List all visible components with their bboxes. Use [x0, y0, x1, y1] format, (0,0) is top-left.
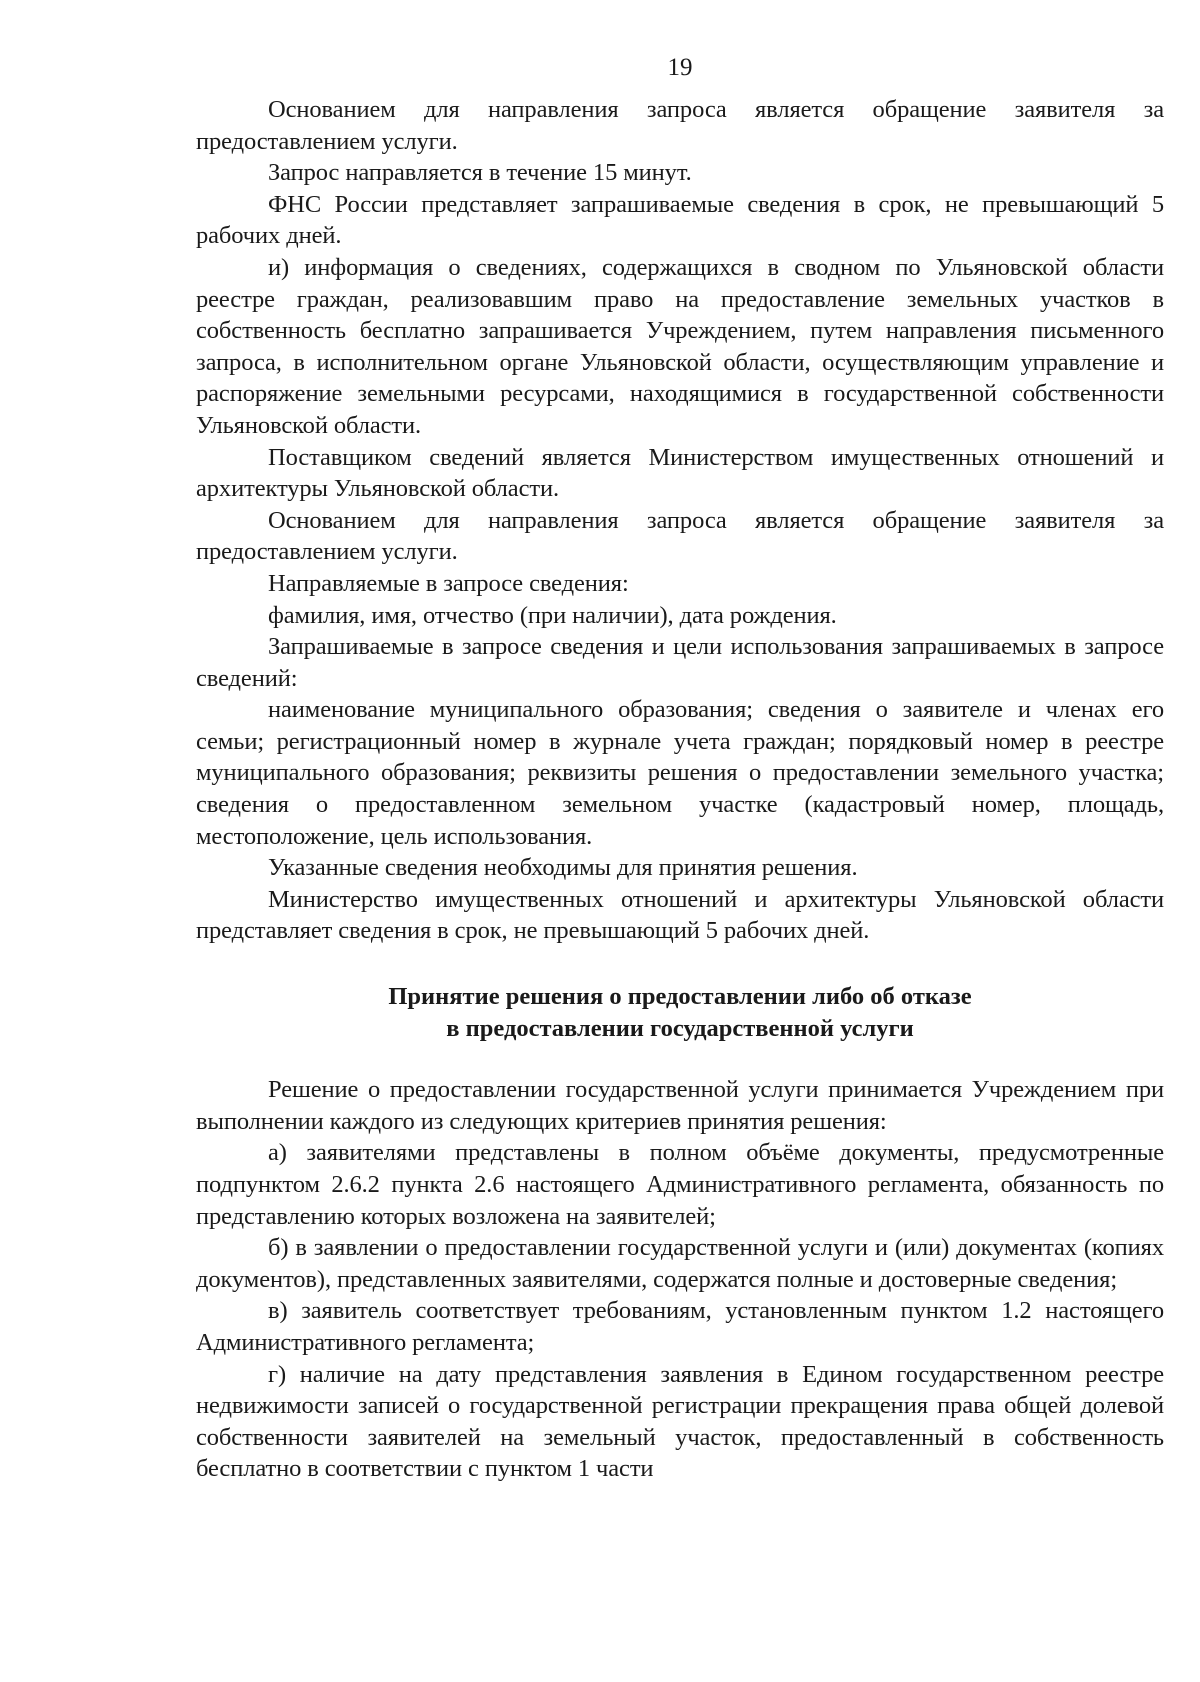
- paragraph: а) заявителями представлены в полном объёме документы, предусмотренные подпунктом 2.6.2 пункта 2.6 настоящего Административного регламента, обязанность по представлению которых возложена на заявителей;: [196, 1139, 1164, 1230]
- paragraph: фамилия, имя, отчество (при наличии), дата рождения.: [268, 601, 837, 629]
- paragraph: Поставщиком сведений является Министерством имущественных отношений и архитектуры Ульяновской области.: [196, 443, 1164, 503]
- section-heading-line: Принятие решения о предоставлении либо об отказе: [388, 983, 972, 1011]
- section-heading: [196, 981, 1164, 1044]
- paragraph: Основанием для направления запроса является обращение заявителя за предоставлением услуги.: [196, 506, 1164, 566]
- paragraph: в) заявитель соответствует требованиям, установленным пунктом 1.2 настоящего Административного регламента;: [196, 1297, 1164, 1356]
- paragraph: наименование муниципального образования; сведения о заявителе и членах его семьи; регистрационный номер в журнале учета граждан; порядковый номер в реестре муниципального образования; реквизиты решения о предоставлении земельного участка; сведения о предоставленном земельном участке (кадастровый номер, площадь, местоположение, цель использования.: [196, 696, 1164, 850]
- paragraph: Решение о предоставлении государственной услуги принимается Учреждением при выполнении каждого из следующих критериев принятия решения:: [196, 1076, 1164, 1135]
- paragraph: б) в заявлении о предоставлении государственной услуги и (или) документах (копиях документов), представленных заявителями, содержатся полные и достоверные сведения;: [196, 1234, 1164, 1293]
- paragraph: Министерство имущественных отношений и архитектуры Ульяновской области представляет сведения в срок, не превышающий 5 рабочих дней.: [196, 885, 1164, 945]
- paragraph: и) информация о сведениях, содержащихся в сводном по Ульяновской области реестре граждан, реализовавшим право на предоставление земельных участков в собственность бесплатно запрашивается Учреждением, путем направления письменного запроса, в исполнительном органе Ульяновской области, осуществляющим управление и распоряжение земельными ресурсами, находящимися в государственной собственности Ульяновской области.: [196, 253, 1164, 439]
- paragraph: Запрашиваемые в запросе сведения и цели использования запрашиваемых в запросе сведений:: [196, 633, 1164, 692]
- paragraph: ФНС России представляет запрашиваемые сведения в срок, не превышающий 5 рабочих дней.: [196, 190, 1164, 250]
- page-number: 19: [667, 54, 693, 81]
- paragraph: Указанные сведения необходимы для принятия решения.: [268, 854, 858, 882]
- section-heading-line: в предоставлении государственной услуги: [446, 1014, 914, 1042]
- document-page: [196, 50, 1164, 1485]
- paragraph: Направляемые в запросе сведения:: [268, 569, 629, 597]
- paragraph: Запрос направляется в течение 15 минут.: [268, 159, 692, 187]
- paragraph: г) наличие на дату представления заявления в Едином государственном реестре недвижимости записей о государственной регистрации прекращения права общей долевой собственности заявителей на земельный участок, предоставленный в собственность бесплатно в соответствии с пунктом 1 части: [196, 1360, 1164, 1483]
- paragraph: Основанием для направления запроса является обращение заявителя за предоставлением услуги.: [196, 96, 1164, 155]
